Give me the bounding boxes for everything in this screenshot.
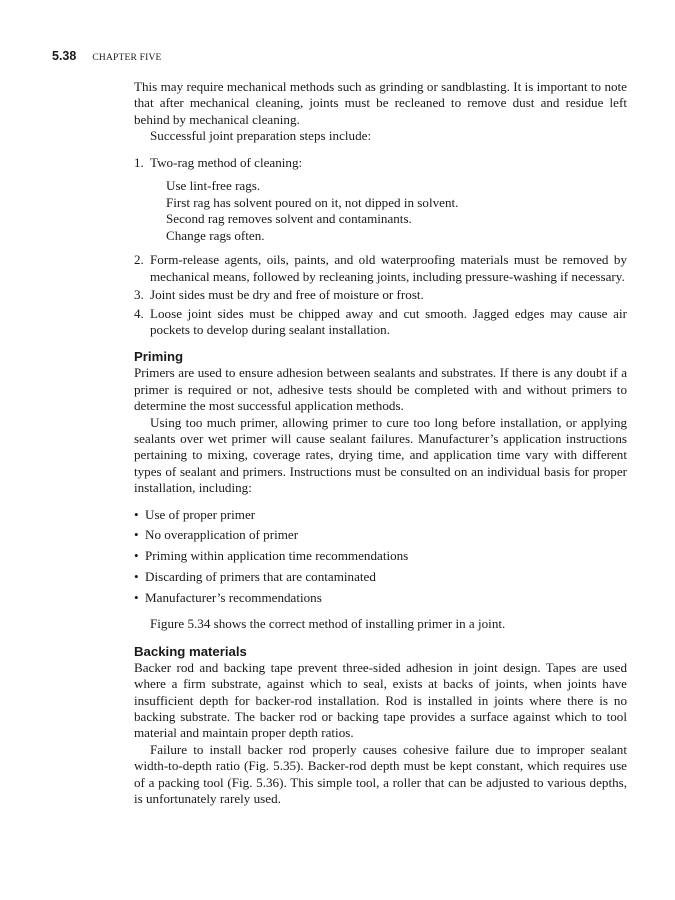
intro-paragraph: This may require mechanical methods such as grinding or sandblasting. It is important to note that after mechanical cleaning, joints must be recleaned to remove dust and residue left behind by mechanical cleaning. xyxy=(134,79,627,127)
list-item xyxy=(134,590,627,606)
sub-steps xyxy=(166,178,627,244)
list-item xyxy=(134,569,627,585)
list-number: 3. xyxy=(134,287,144,303)
list-item xyxy=(134,527,627,543)
bullet-icon: • xyxy=(134,548,139,564)
bullet-icon: • xyxy=(134,589,139,605)
list-item xyxy=(134,507,627,523)
bullet-icon: • xyxy=(134,527,139,543)
list-number: 2. xyxy=(134,252,144,268)
list-item-text: Use of proper primer xyxy=(145,506,256,522)
bullet-icon: • xyxy=(134,506,139,522)
list-item-text: Form-release agents, oils, paints, and old waterproofing materials must be removed by mechanical means, followed by recleaning joints, including pressure-washing if necessary. xyxy=(150,252,627,284)
running-header xyxy=(52,47,162,65)
sub-step: First rag has solvent poured on it, not dipped in solvent. xyxy=(166,194,459,210)
priming-paragraph-1: Primers are used to ensure adhesion between sealants and substrates. If there is any doubt if a primer is required or not, adhesive tests should be completed with and without primers to determine the most successful application methods. xyxy=(134,365,627,414)
backing-paragraph-1: Backer rod and backing tape prevent three-sided adhesion in joint design. Tapes are used where a firm substrate, against which to seal, exists at backs of joints, when joints have insufficient depth for backer-rod installation. Rod is installed in joints where there is no backing substrate. The backer rod or backing tape provides a surface against which to tool material and maintain proper depth ratios. xyxy=(134,659,627,741)
priming-paragraph-2: Using too much primer, allowing primer to cure too long before installation, or applying sealants over wet primer will cause sealant failures. Manufacturer’s application instructions pertaining to mixing, coverage rates, drying time, and application time vary with different types of sealant and primers. Instructions must be consulted on an individual basis for proper installation, including: xyxy=(134,414,627,496)
list-number: 4. xyxy=(134,305,144,321)
list-item xyxy=(134,306,627,339)
list-item-text: Joint sides must be dry and free of moisture or frost. xyxy=(150,287,424,303)
bullet-icon: • xyxy=(134,569,139,585)
page-number: 5.38 xyxy=(52,49,77,63)
priming-bullet-list xyxy=(134,507,627,607)
list-item xyxy=(134,252,627,285)
section-heading-priming: Priming xyxy=(134,349,184,365)
list-item-text: Two-rag method of cleaning: xyxy=(150,154,303,170)
list-item-text: Manufacturer’s recommendations xyxy=(145,589,322,605)
steps-intro: Successful joint preparation steps include: xyxy=(150,128,372,144)
body-text xyxy=(134,79,627,807)
list-item xyxy=(134,287,627,303)
sub-step: Second rag removes solvent and contaminants. xyxy=(166,211,412,227)
list-item-text: Discarding of primers that are contaminated xyxy=(145,569,376,585)
list-number: 1. xyxy=(134,154,144,170)
list-item-text: No overapplication of primer xyxy=(145,527,299,543)
list-item xyxy=(134,155,627,251)
list-item xyxy=(134,548,627,564)
figure-reference: Figure 5.34 shows the correct method of installing primer in a joint. xyxy=(150,616,506,632)
preparation-steps-list xyxy=(134,155,627,339)
list-item-text: Loose joint sides must be chipped away and cut smooth. Jagged edges may cause air pockets to develop during sealant installation. xyxy=(150,305,627,338)
sub-step: Use lint-free rags. xyxy=(166,178,261,194)
backing-paragraph-2: Failure to install backer rod properly causes cohesive failure due to improper sealant width-to-depth ratio (Fig. 5.35). Backer-rod depth must be kept constant, which requires use of a packing tool (Fig. 5.36). This simple tool, a roller that can be adjusted to various depths, is unfortunately rarely used. xyxy=(134,741,627,806)
list-item-text: Priming within application time recommendations xyxy=(145,548,409,564)
sub-step: Change rags often. xyxy=(166,227,265,243)
section-heading-backing-materials: Backing materials xyxy=(134,643,247,659)
chapter-title: CHAPTER FIVE xyxy=(92,53,162,63)
